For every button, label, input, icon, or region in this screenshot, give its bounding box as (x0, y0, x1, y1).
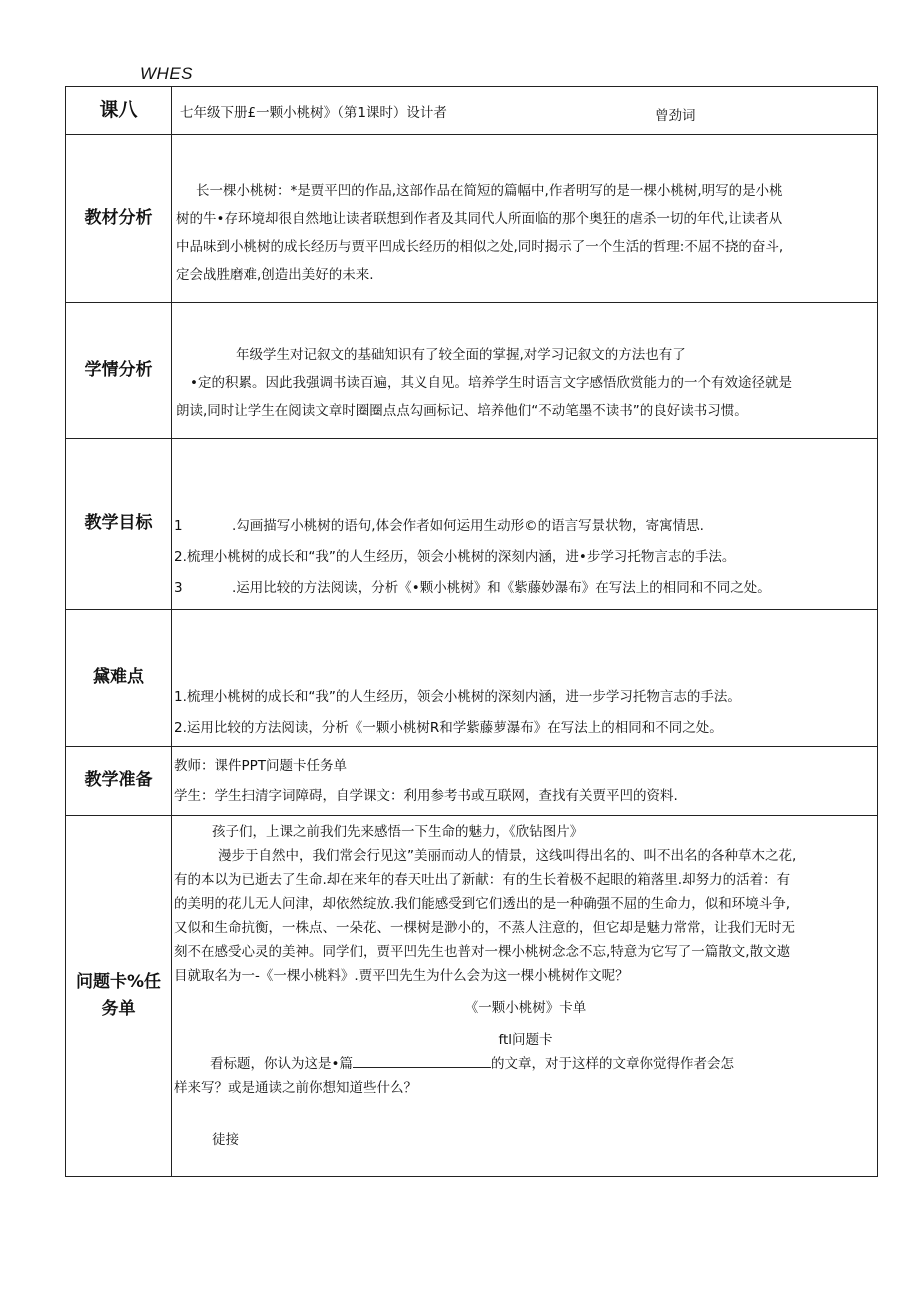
goal-item: 3 .运用比较的方法阅读，分析《•颗小桃树》和《紫藤妙瀑布》在写法上的相同和不同之处。 (174, 580, 771, 596)
text-line: 又似和生命抗衡，一株点、一朵花、一棵树是渺小的，不蒸人注意的，但它却是魅力常常，让我们无时无 (174, 920, 795, 936)
student-analysis-row (66, 303, 878, 439)
teaching-goals-row (66, 439, 878, 610)
card-title: 《一颗小桃树》卡单 (464, 1000, 587, 1016)
text-line: 长一棵小桃树：*是贾平凹的作品,这部作品在简短的篇幅中,作者明写的是一棵小桃树,明写的是小桃 (196, 183, 783, 199)
card-subtitle: ftl问题卡 (498, 1032, 553, 1048)
text-line: 1.梳理小桃树的成长和“我”的人生经历，领会小桃树的深刻内涵，进一步学习托物言志的手法。 (174, 689, 741, 705)
student-analysis-content (172, 303, 878, 439)
task-card-label: 问题卡%任 务单 (66, 816, 172, 1177)
text-line: 漫步于自然中，我们常会行见这”美丽而动人的情景，这线叫得出名的、叫不出名的各种草木之花, (218, 848, 797, 864)
title-label: 课八 (66, 87, 172, 135)
course-title: 七年级下册£一颗小桃树》（第1课时）设计者 (180, 104, 447, 121)
teaching-goals-label: 教学目标 (66, 439, 172, 610)
text-line: 目就取名为一-《一棵小桃料》.贾平凹先生为什么会为这一棵小桃树作文呢？ (174, 968, 629, 984)
key-points-content (172, 610, 878, 747)
teaching-goals-content (172, 439, 878, 610)
task-card-content (172, 816, 878, 1177)
preparation-row (66, 747, 878, 816)
designer-name: 曾劲词 (655, 108, 696, 124)
text-line: 年级学生对记叙文的基础知识有了较全面的掌握,对学习记叙文的方法也有了 (236, 347, 686, 363)
student-prep: 学生：学生扫清字词障碍，自学课文：利用参考书或互联网，查找有关贾平凹的资料. (174, 788, 678, 804)
goal-item: 2.梳理小桃树的成长和“我”的人生经历，领会小桃树的深刻内涵，进•步学习托物言志的手法。 (174, 549, 736, 565)
text-line: 有的本以为已逝去了生命.却在来年的春天吐出了新献：有的生长着极不起眼的箱落里.却努力的活着：有 (174, 872, 791, 888)
preparation-label: 教学准备 (66, 747, 172, 816)
text-line: 2.运用比较的方法阅读，分析《一颗小桃树R和学紫藤萝瀑布》在写法上的相同和不同之处。 (174, 720, 723, 736)
header-note: WHES (140, 64, 193, 83)
text-line: 定会战胜磨难,创造出美好的未来. (176, 267, 374, 283)
student-analysis-label: 学情分析 (66, 303, 172, 439)
text-line: 朗读,同时让学生在阅读文章时圈圈点点勾画标记、培养他们“不动笔墨不读书”的良好读书习惯。 (176, 403, 748, 419)
textbook-analysis-row (66, 135, 878, 303)
answer-label: 徒接 (212, 1132, 239, 1148)
textbook-analysis-content (172, 135, 878, 303)
text-line: 刻不在感受心灵的美神。同学们，贾平凹先生也普对一棵小桃树念念不忘,特意为它写了一篇散文,散文遨 (174, 944, 791, 960)
key-points-row (66, 610, 878, 747)
teacher-prep: 教师：课件PPT问题卡任务单 (174, 758, 348, 774)
preparation-content (172, 747, 878, 816)
answer-blank[interactable] (353, 1053, 491, 1068)
key-points-label: 黛难点 (66, 610, 172, 747)
text-line: 中品味到小桃树的成长经历与贾平凹成长经历的相似之处,同时揭示了一个生活的哲理:不屈不挠的奋斗, (176, 239, 784, 255)
question-line: 看标题，你认为这是•篇 的文章，对于这样的文章你觉得作者会怎 (174, 1052, 877, 1076)
goal-item: 1 .勾画描写小桃树的语句,体会作者如何运用生动形©的语言写景状物，寄寓情思. (174, 518, 704, 534)
text-line: 树的牛•存环境却很自然地让读者联想到作者及其同代人所面临的那个奥狂的虐杀一切的年代,让读者从 (176, 211, 783, 227)
title-row (66, 87, 878, 135)
textbook-analysis-label: 教材分析 (66, 135, 172, 303)
title-cell (172, 87, 878, 135)
lesson-plan-table (65, 86, 878, 1177)
task-card-row (66, 816, 878, 1177)
text-line: •定的积累。因此我强调书读百遍，其义自见。培养学生时语言文字感悟欣赏能力的一个有效途径就是 (190, 375, 792, 391)
text-line: 的美明的花儿无人问津，却依然绽放.我们能感受到它们透出的是一种确强不屈的生命力，似和环境斗争, (174, 896, 791, 912)
intro-line: 孩子们，上课之前我们先来感悟一下生命的魅力，《欣钻图片》 (212, 824, 584, 840)
question-line-2: 样来写？或是通读之前你想知道些什么？ (174, 1080, 417, 1096)
